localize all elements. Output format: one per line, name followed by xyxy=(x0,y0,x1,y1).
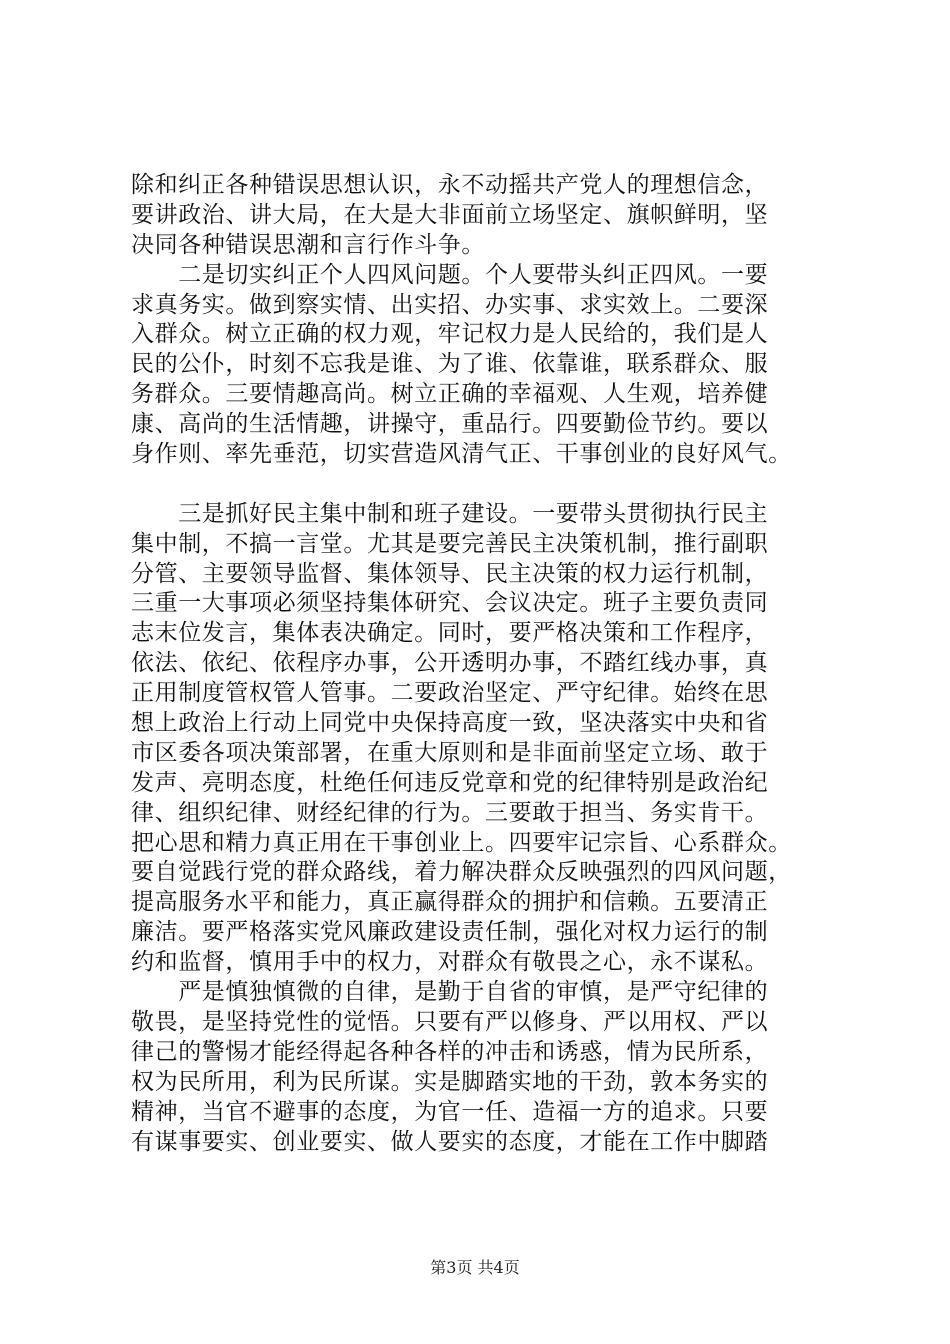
text-line: 务群众。三要情趣高尚。树立正确的幸福观、人生观，培养健 xyxy=(131,381,769,408)
text-line: 律、组织纪律、财经纪律的行为。三要敢于担当、务实肯干。 xyxy=(131,799,769,826)
text-line: 三是抓好民主集中制和班子建设。一要带头贯彻执行民主 xyxy=(131,500,769,527)
text-line: 二是切实纠正个人四风问题。个人要带头纠正四风。一要 xyxy=(131,261,769,288)
text-line: 把心思和精力真正用在干事创业上。四要牢记宗旨、心系群众。 xyxy=(131,829,792,856)
text-line: 求真务实。做到察实情、出实招、办实事、求实效上。二要深 xyxy=(131,291,769,318)
text-line: 决同各种错误思潮和言行作斗争。 xyxy=(131,231,485,258)
text-line: 入群众。树立正确的权力观，牢记权力是人民给的，我们是人 xyxy=(131,321,769,348)
text-line: 除和纠正各种错误思想认识，永不动摇共产党人的理想信念， xyxy=(131,172,769,198)
text-line: 有谋事要实、创业要实、做人要实的态度，才能在工作中脚踏 xyxy=(131,1128,769,1155)
text-line: 集中制，不搞一言堂。尤其是要完善民主决策机制，推行副职 xyxy=(131,530,769,557)
text-line: 康、高尚的生活情趣，讲操守，重品行。四要勤俭节约。要以 xyxy=(131,411,769,438)
text-line: 依法、依纪、依程序办事，公开透明办事，不踏红线办事，真 xyxy=(131,650,769,677)
text-line: 民的公仆，时刻不忘我是谁、为了谁、依靠谁，联系群众、服 xyxy=(131,351,769,378)
text-line: 权为民所用，利为民所谋。实是脚踏实地的干劲，敦本务实的 xyxy=(131,1068,769,1095)
text-line: 三重一大事项必须坚持集体研究、会议决定。班子主要负责同 xyxy=(131,590,769,617)
text-line: 市区委各项决策部署，在重大原则和是非面前坚定立场、敢于 xyxy=(131,739,769,766)
text-line: 志末位发言，集体表决确定。同时，要严格决策和工作程序， xyxy=(131,620,769,647)
text-line: 想上政治上行动上同党中央保持高度一致，坚决落实中央和省 xyxy=(131,710,769,737)
text-line: 敬畏，是坚持党性的觉悟。只要有严以修身、严以用权、严以 xyxy=(131,1008,769,1035)
text-line: 要自觉践行党的群众路线，着力解决群众反映强烈的四风问题， xyxy=(131,859,792,886)
text-line: 廉洁。要严格落实党风廉政建设责任制，强化对权力运行的制 xyxy=(131,919,769,946)
text-line: 要讲政治、讲大局，在大是大非面前立场坚定、旗帜鲜明，坚 xyxy=(131,201,769,228)
text-line: 提高服务水平和能力，真正赢得群众的拥护和信赖。五要清正 xyxy=(131,889,769,916)
text-line: 身作则、率先垂范，切实营造风清气正、干事创业的良好风气。 xyxy=(131,441,792,468)
text-line: 严是慎独慎微的自律，是勤于自省的审慎，是严守纪律的 xyxy=(131,979,769,1006)
document-body xyxy=(131,171,831,1157)
text-line: 正用制度管权管人管事。二要政治坚定、严守纪律。始终在思 xyxy=(131,680,769,707)
page-number-footer: 第3页 共4页 xyxy=(430,1258,520,1277)
text-line: 律己的警惕才能经得起各种各样的冲击和诱惑，情为民所系， xyxy=(131,1038,769,1065)
text-line: 分管、主要领导监督、集体领导、民主决策的权力运行机制， xyxy=(131,560,769,587)
text-line: 约和监督，慎用手中的权力，对群众有敬畏之心，永不谋私。 xyxy=(131,949,769,976)
text-line: 发声、亮明态度，杜绝任何违反党章和党的纪律特别是政治纪 xyxy=(131,769,769,796)
text-line: 精神，当官不避事的态度，为官一任、造福一方的追求。只要 xyxy=(131,1098,769,1125)
